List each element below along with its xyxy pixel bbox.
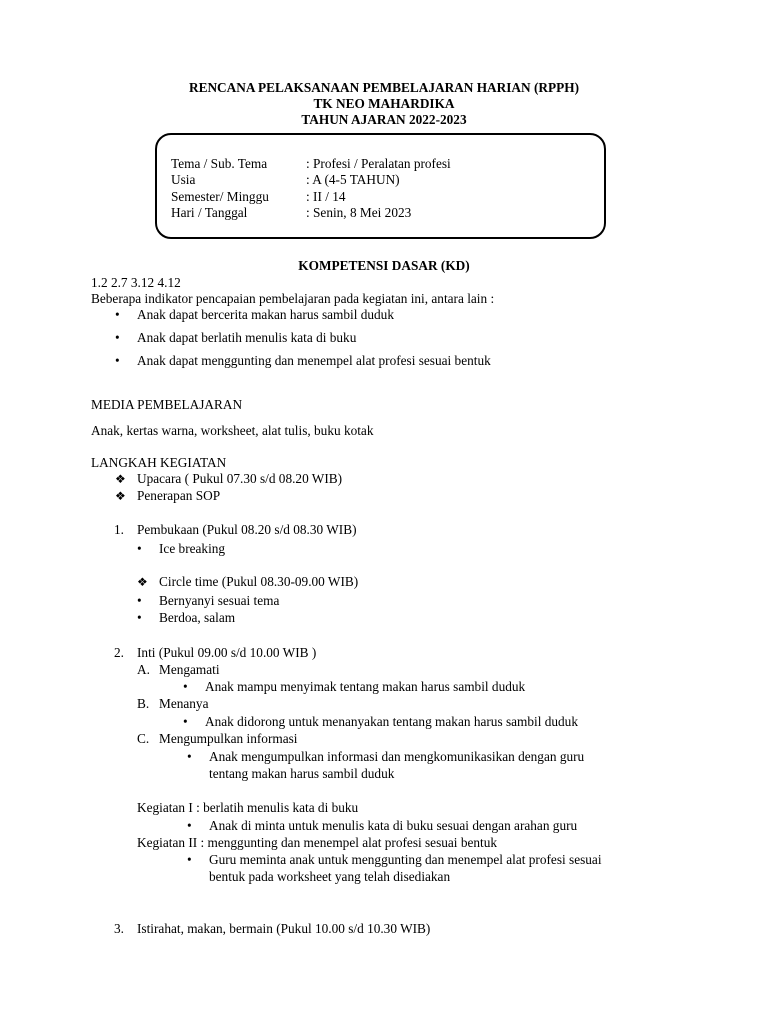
info-label-tema: Tema / Sub. Tema: [171, 156, 268, 171]
section-inti: Inti (Pukul 09.00 s/d 10.00 WIB ): [137, 645, 317, 660]
circle-item: • Bernyanyi sesuai tema: [159, 593, 279, 610]
info-value-semester: : II / 14: [306, 189, 346, 204]
langkah-title: LANGKAH KEGIATAN: [91, 455, 227, 470]
academic-year: TAHUN AJARAN 2022-2023: [301, 112, 467, 127]
kd-intro: Beberapa indikator pencapaian pembelajaran pada kegiatan ini, antara lain :: [91, 291, 495, 306]
kd-item: • Anak dapat menggunting dan menempel alat profesi sesuai bentuk: [137, 353, 491, 370]
info-label-usia: Usia: [171, 172, 196, 187]
section-number: 2.: [114, 645, 124, 660]
kd-item: • Anak dapat berlatih menulis kata di buku: [137, 330, 356, 347]
mengumpulkan-item-cont: tentang makan harus sambil duduk: [209, 766, 395, 781]
kegiatan-2-item-cont: bentuk pada worksheet yang telah disediakan: [209, 869, 451, 884]
menanya-item: • Anak didorong untuk menanyakan tentang makan harus sambil duduk: [205, 714, 578, 731]
sub-mengamati: Mengamati: [159, 662, 220, 677]
sub-mengumpulkan: Mengumpulkan informasi: [159, 731, 298, 746]
sub-menanya: Menanya: [159, 696, 209, 711]
media-title: MEDIA PEMBELAJARAN: [91, 397, 243, 412]
mengumpulkan-item: • Anak mengumpulkan informasi dan mengkomunikasikan dengan guru: [209, 749, 584, 766]
info-value-hari: : Senin, 8 Mei 2023: [306, 205, 412, 220]
info-value-usia: : A (4-5 TAHUN): [306, 172, 400, 187]
pre-item-sop: ❖ Penerapan SOP: [137, 488, 220, 505]
section-pembukaan: Pembukaan (Pukul 08.20 s/d 08.30 WIB): [137, 522, 357, 537]
kd-item: • Anak dapat bercerita makan harus sambil duduk: [137, 307, 394, 324]
kegiatan-2-item: • Guru meminta anak untuk menggunting dan menempel alat profesi sesuai: [209, 852, 602, 869]
circle-item: • Berdoa, salam: [159, 610, 235, 627]
info-value-tema: : Profesi / Peralatan profesi: [306, 156, 451, 171]
mengamati-item: • Anak mampu menyimak tentang makan harus sambil duduk: [205, 679, 525, 696]
sub-letter: A.: [137, 662, 150, 677]
section-istirahat: Istirahat, makan, bermain (Pukul 10.00 s/d 10.30 WIB): [137, 921, 431, 936]
kegiatan-2-title: Kegiatan II : menggunting dan menempel alat profesi sesuai bentuk: [137, 835, 498, 850]
kegiatan-1-title: Kegiatan I : berlatih menulis kata di buku: [137, 800, 359, 815]
kegiatan-1-item: • Anak di minta untuk menulis kata di buku sesuai dengan arahan guru: [209, 818, 577, 835]
pembukaan-item: • Ice breaking: [159, 541, 225, 558]
info-label-semester: Semester/ Minggu: [171, 189, 269, 204]
doc-title: RENCANA PELAKSANAAN PEMBELAJARAN HARIAN (RPPH): [188, 80, 580, 95]
school-name: TK NEO MAHARDIKA: [313, 96, 455, 111]
pre-item-upacara: ❖ Upacara ( Pukul 07.30 s/d 08.20 WIB): [137, 471, 342, 488]
sub-letter: B.: [137, 696, 150, 711]
info-label-hari: Hari / Tanggal: [171, 205, 248, 220]
media-text: Anak, kertas warna, worksheet, alat tulis, buku kotak: [91, 423, 374, 438]
kd-title: KOMPETENSI DASAR (KD): [298, 258, 470, 273]
sub-letter: C.: [137, 731, 150, 746]
section-number: 3.: [114, 921, 124, 936]
section-number: 1.: [114, 522, 124, 537]
circle-time: ❖ Circle time (Pukul 08.30-09.00 WIB): [159, 574, 358, 591]
kd-codes: 1.2 2.7 3.12 4.12: [91, 275, 181, 290]
